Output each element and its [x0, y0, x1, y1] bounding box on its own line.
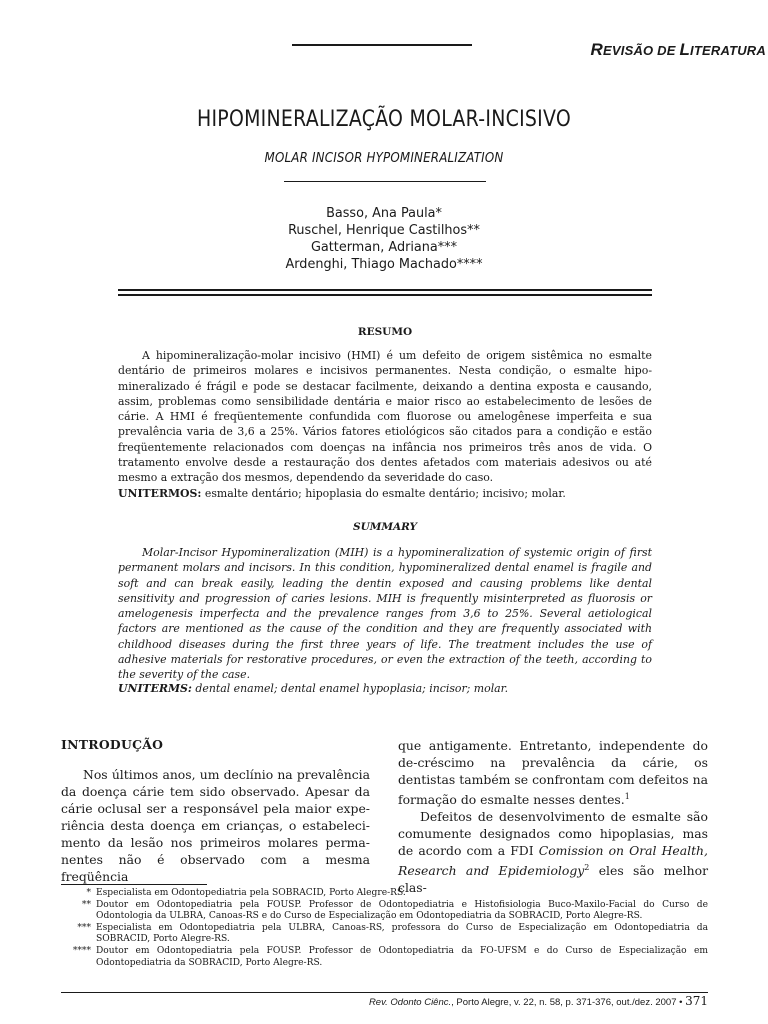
author-4: Ardenghi, Thiago Machado**** — [285, 256, 483, 272]
title-divider — [284, 181, 486, 182]
footnote-2-text: Doutor em Odontopediatria pela FOUSP. Professor de Odontopediatria e Histofisiologia Buco-Maxilo-Facial do Curso de Odontologia da ULBRA, Canoas-RS e do Curso de Especialização em Odontopediatria da SOBRACID, Porto Alegre-RS. — [96, 899, 708, 922]
citation-ref-1: 1 — [624, 792, 630, 801]
journal-name: Rev. Odonto Ciênc. — [368, 997, 452, 1008]
journal-citation: , Porto Alegre, v. 22, n. 58, p. 371-376, out./dez. 2007 — [451, 997, 677, 1008]
footnote-1 — [61, 888, 708, 900]
footnote-1-mark: * — [86, 888, 91, 898]
summary-keywords-text: dental enamel; dental enamel hypoplasia; incisor; molar. — [191, 682, 509, 695]
abstract-divider-bottom — [118, 294, 652, 296]
resumo-keywords — [118, 486, 652, 501]
section-header — [0, 40, 766, 60]
footnote-4-text: Doutor em Odontopediatria pela FOUSP. Professor de Odontopediatria da FO-UFSM e do Curso de Especialização em Odontopediatria da SOBRACID, Porto Alegre-RS. — [96, 945, 708, 968]
article-title: HIPOMINERALIZAÇÃO MOLAR-INCISIVO — [196, 107, 572, 132]
resumo-keywords-label: UNITERMOS: — [118, 487, 202, 500]
footnote-2 — [61, 900, 708, 923]
author-list — [19, 205, 749, 273]
author-1: Basso, Ana Paula* — [326, 205, 442, 221]
footnote-rule — [61, 884, 207, 885]
resumo-keywords-text: esmalte dentário; hipoplasia do esmalte dentário; incisivo; molar. — [201, 487, 566, 500]
summary-text — [118, 545, 652, 683]
footnote-3 — [61, 923, 708, 946]
author-2: Ruschel, Henrique Castilhos** — [288, 222, 480, 238]
summary-body: Molar-Incisor Hypomineralization (MIH) is a hypomineralization of systemic origin of first permanent molars and incisors. In this condition, hypomineralized dental enamel is fragile and soft and can break easily, leading the dentin exposed and causing problems like dental sensitivity and progression of caries lesions. MIH is frequently misinterpreted as fluorosis or amelogenesis imperfecta and the prevalence ranges from 3,6 to 25%. Several aetiological factors are mentioned as the cause of the condition and they are frequently associated with childhood diseases during the first three years of life. The treatment includes the use of adhesive materials for restorative procedures, or even the extraction of the teeth, according to the severity of the case. — [118, 546, 652, 682]
page-number: 371 — [685, 994, 708, 1008]
resumo-body: A hipomineralização-molar incisivo (HMI) é um defeito de origem sistêmica no esmalte dentário de primeiros molares e incisivos permanentes. Nesta condição, o esmalte hipo-mineralizado é frágil e pode se destacar facilmente, deixando a dentina exposta e causando, assim, problemas como sensibilidade dentária e maior risco ao estabelecimento de lesões de cárie. A HMI é freqüentemente confundida com fluorose ou amelogênese imperfeita e sua prevalência varia de 3,6 a 25%. Vários fatores etiológicos são citados para a condição e estão freqüentemente relacionados com doenças na infância nos primeiros três anos de vida. O tratamento envolve desde a restauração dos dentes afetados com materiais adesivos ou até mesmo a extração dos mesmos, dependendo da severidade do caso. — [118, 349, 652, 485]
section-header-part-1: EVISÃO DE — [603, 43, 680, 58]
intro-paragraph-2 — [398, 808, 708, 896]
footnote-1-text: Especialista em Odontopediatria pela SOBRACID, Porto Alegre-RS. — [96, 888, 406, 898]
intro-paragraph-2-end: eles são melhor clas- — [398, 863, 708, 896]
intro-paragraph-2-italic: Comission on Oral Health, Research and Epidemiology — [398, 843, 708, 879]
intro-paragraph-1-cont — [398, 737, 708, 808]
intro-paragraph-2-start: Defeitos de desenvolvimento de esmalte são comumente designados como hipoplasias, mas de acordo com a FDI — [398, 809, 708, 859]
intro-column-left — [61, 736, 370, 885]
resumo-heading: RESUMO — [357, 326, 413, 338]
section-header-cap-l: L — [679, 40, 691, 59]
page-footer — [61, 994, 708, 1008]
intro-heading: INTRODUÇÃO — [61, 737, 164, 752]
footnote-4 — [61, 946, 708, 969]
footnote-3-mark: *** — [77, 922, 91, 933]
intro-paragraph-1-cont-text: que antigamente. Entretanto, independente do de-créscimo na prevalência da cárie, os dentistas também se confrontam com defeitos na formação do esmalte nesses dentes. — [398, 738, 708, 808]
intro-column-right — [398, 737, 708, 896]
section-header-part-2: ITERATURA — [690, 43, 766, 58]
article-subtitle: MOLAR INCISOR HYPOMINERALIZATION — [264, 150, 504, 166]
resumo-text — [118, 348, 652, 486]
summary-keywords-label: UNITERMS: — [118, 682, 192, 695]
footnote-3-text: Especialista em Odontopediatria pela ULBRA, Canoas-RS, professora do Curso de Especialização em Odontopediatria da SOBRACID, Porto Alegre-RS. — [96, 922, 708, 945]
footnote-2-mark: ** — [81, 899, 91, 910]
intro-paragraph-1-text: Nos últimos anos, um declínio na prevalência da doença cárie tem sido observado. Apesar da cárie oclusal ser a responsável pela maior expe-riência desta doença em crianças, o estabeleci-mento da lesão nos primeiros molares perma-nentes não é observado com a mesma freqüência — [61, 767, 370, 884]
footer-separator: • — [676, 997, 686, 1008]
summary-keywords — [118, 681, 652, 696]
footer-rule — [61, 992, 708, 993]
footnotes — [61, 888, 708, 969]
section-header-cap-r: R — [590, 40, 604, 59]
author-3: Gatterman, Adriana*** — [310, 239, 458, 255]
summary-heading: SUMMARY — [352, 521, 418, 533]
intro-paragraph-1 — [61, 766, 370, 885]
abstract-divider-top — [118, 289, 652, 291]
citation-ref-2: 2 — [584, 863, 590, 873]
footnote-4-mark: **** — [72, 945, 91, 956]
